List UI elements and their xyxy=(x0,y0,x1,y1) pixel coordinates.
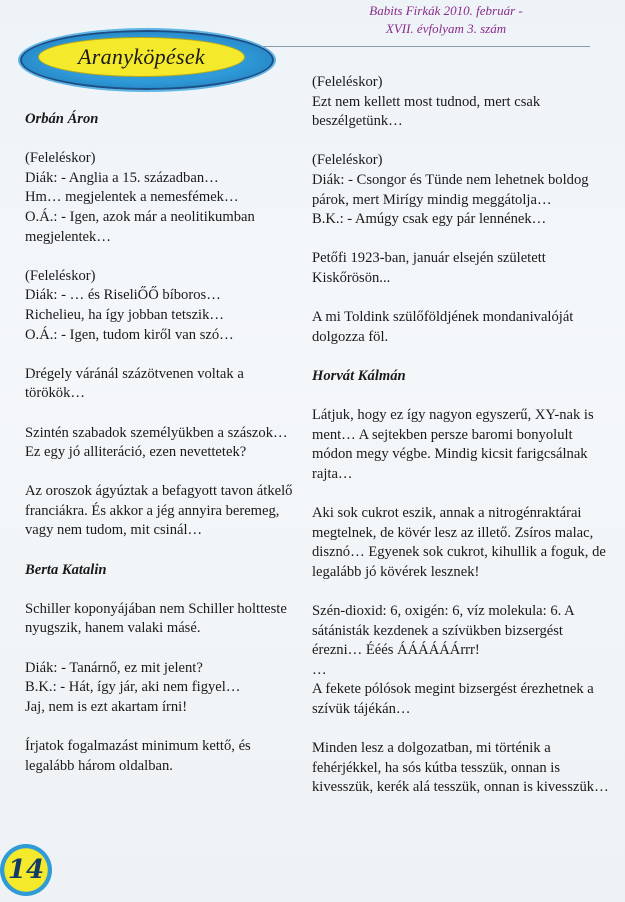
quote-paragraph: Szintén szabadok személyükben a szászok… Ez egy jó alliteráció, ezen nevettetek? xyxy=(25,424,288,461)
right-column xyxy=(312,73,612,818)
quote-paragraph: (Feleléskor) Diák: - … és RiseliŐŐ bíboros… Richelieu, ha így jobban tetszik… O.Á.: - Igen, tudom kiről van szó… xyxy=(25,267,234,343)
section-title: Aranyköpések xyxy=(38,37,245,77)
quote-paragraph: A mi Toldink szülőföldjének mondanivalóját dolgozza föl. xyxy=(312,309,574,345)
header-divider xyxy=(255,46,590,47)
quote-paragraph: Petőfi 1923-ban, január elsején született Kiskőrösön... xyxy=(312,250,546,286)
quote-paragraph: (Feleléskor) Diák: - Csongor és Tünde nem lehetnek boldog párok, mert Mirígy mindig meggátolja… B.K.: - Amúgy csak egy pár lennének… xyxy=(312,152,589,228)
left-column xyxy=(25,110,295,796)
teacher-heading-berta: Berta Katalin xyxy=(25,561,107,578)
quote-paragraph: Diák: - Tanárnő, ez mit jelent? B.K.: - Hát, így jár, aki nem figyel… Jaj, nem is ezt akartam írni! xyxy=(25,659,241,715)
masthead-date: Babits Firkák 2010. február - xyxy=(369,3,523,18)
quote-paragraph: Drégely váránál százötvenen voltak a törökök… xyxy=(25,365,244,402)
page-number-badge xyxy=(0,844,52,896)
quote-paragraph: Az oroszok ágyúztak a befagyott tavon átkelő franciákra. És akkor a jég annyira beremeg, vagy nem tudom, mit csinál… xyxy=(25,483,293,539)
masthead-issue: XVII. évfolyam 3. szám xyxy=(385,21,507,36)
quote-paragraph: Aki sok cukrot eszik, annak a nitrogénraktárai megtelnek, de kövér lesz az illető. Zsíros malac, disznó… Egyenek sok cukrot, kihullik a foguk, de legalább jó kövérek lesznek! xyxy=(312,505,606,580)
quote-paragraph: Minden lesz a dolgozatban, mi történik a fehérjékkel, ha sós kútba tesszük, onnan is kivesszük, kerék alá tesszük, onnan is kivesszük… xyxy=(312,740,609,796)
quote-paragraph: Szén-dioxid: 6, oxigén: 6, víz molekula: 6. A sátánisták kezdenek a szívükben bizsergést érezni… Ééés ÁÁÁÁÁÁrrr! … A fekete pólósok megint bizsergést érezhetnek a szívük tájékán… xyxy=(312,603,594,717)
teacher-heading-horvat: Horvát Kálmán xyxy=(312,367,406,384)
page-number: 14 xyxy=(7,855,45,885)
quote-paragraph: Írjatok fogalmazást minimum kettő, és legalább három oldalban. xyxy=(25,738,251,774)
quote-paragraph: (Feleléskor) Diák: - Anglia a 15. században… Hm… megjelentek a nemesfémek… O.Á.: - Igen, azok már a neolitikumban megjelentek… xyxy=(25,150,255,245)
teacher-heading-orban: Orbán Áron xyxy=(25,111,99,127)
masthead xyxy=(331,2,561,38)
quote-paragraph: Látjuk, hogy ez így nagyon egyszerű, XY-nak is ment… A sejtekben persze baromi bonyolult módon megy végbe. Mindig kicsit farigcsálnak rajta… xyxy=(312,407,594,482)
quote-paragraph: Schiller koponyájában nem Schiller holtteste nyugszik, hanem valaki másé. xyxy=(25,600,287,637)
quote-paragraph: (Feleléskor) Ezt nem kellett most tudnod, mert csak beszélgetünk… xyxy=(312,74,541,130)
